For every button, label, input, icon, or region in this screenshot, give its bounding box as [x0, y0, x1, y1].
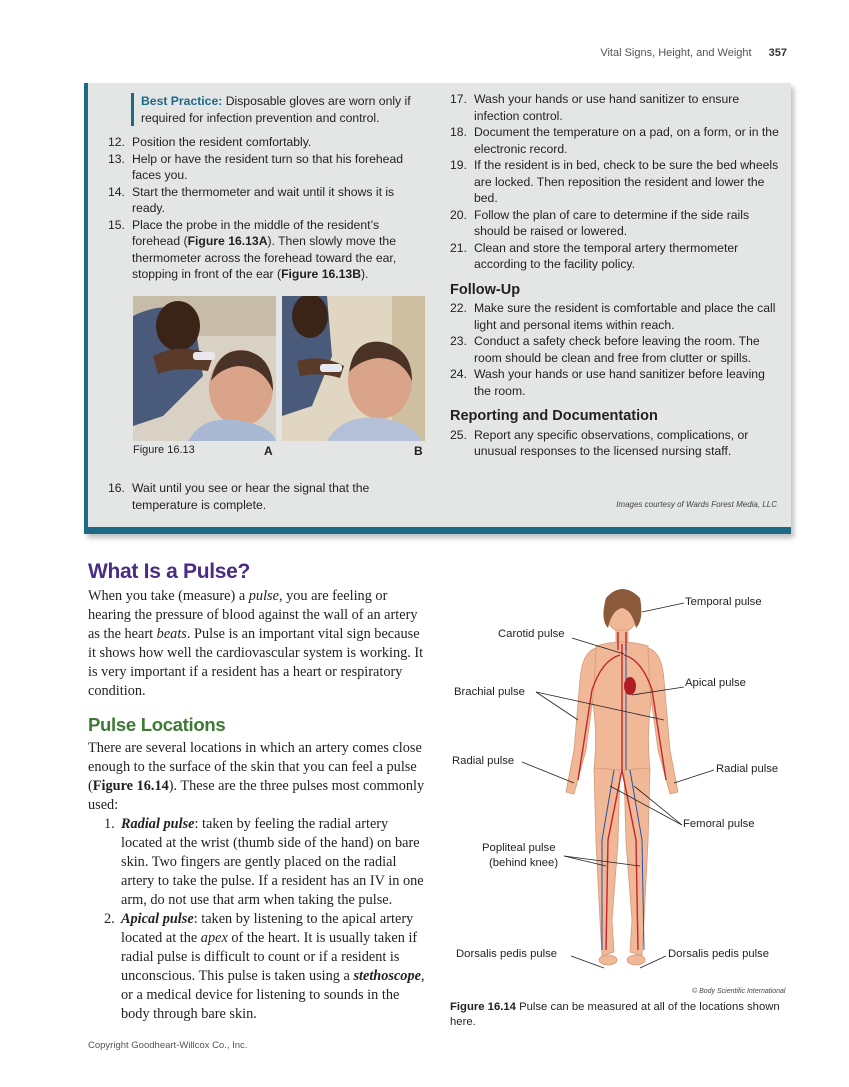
body-diagram [446, 580, 791, 990]
step-item [450, 427, 780, 460]
locations-paragraph [88, 739, 428, 815]
text-run: There are several locations in which an artery comes close enough to the surface of the skin that you can feel a pulse ( [88, 740, 422, 794]
step-number: 18. [450, 125, 467, 139]
list-item [104, 815, 428, 910]
step-item [108, 184, 428, 217]
step-text: Follow the plan of care to determine if the side rails should be raised or lowered. [474, 207, 750, 238]
step-text: Wash your hands or use hand sanitizer to ensure infection control. [474, 92, 740, 123]
step-number: 19. [450, 158, 467, 172]
step-text: ). [361, 267, 369, 281]
step-text: Place the probe in the middle of the resident’s forehead ( [132, 217, 380, 248]
step-text: Position the resident comfortably. [132, 135, 312, 149]
step-number: 22. [450, 301, 467, 315]
reporting-heading: Reporting and Documentation [450, 408, 658, 424]
step-item [108, 217, 428, 283]
step-item [450, 91, 780, 124]
figure-label: Figure 16.13 [133, 444, 195, 456]
step-item [450, 207, 780, 240]
step-number: 12. [108, 135, 125, 149]
steps-list-left [108, 134, 428, 283]
label-radial-pulse-right: Radial pulse [716, 763, 779, 775]
step-text: Conduct a safety check before leaving the room. The room should be clean and free from clutter or spills. [474, 334, 760, 365]
running-header [600, 47, 787, 59]
label-dorsalis-pedis-left: Dorsalis pedis pulse [456, 948, 558, 960]
step-item [108, 134, 428, 151]
step-number: 15. [108, 217, 125, 232]
images-credit: Images courtesy of Wards Forest Media, LLC [616, 500, 777, 509]
text-run: : taken by feeling the radial artery located at the wrist (thumb side of the hand) on bare skin. Two fingers are gently placed on the radial artery to take the pulse. If a resident has an IV in one arm, do not use that arm when taking the pulse. [121, 816, 424, 908]
step-item [450, 300, 780, 333]
figure-reference: Figure 16.14 [92, 778, 169, 794]
running-title: Vital Signs, Height, and Weight [600, 47, 752, 59]
step-number: 13. [108, 151, 125, 166]
procedure-right-column [450, 91, 780, 460]
step-number: 17. [450, 92, 467, 106]
step-text: Document the temperature on a pad, on a form, or in the electronic record. [474, 125, 779, 156]
step-number: 25. [450, 427, 467, 442]
list-item [104, 910, 428, 1024]
step-item [450, 366, 780, 399]
caption-label: Figure 16.14 [450, 1001, 516, 1013]
step-text: Start the thermometer and wait until it shows it is ready. [132, 184, 395, 215]
label-popliteal-pulse: Popliteal pulse [482, 842, 556, 854]
term-italic: beats [156, 626, 187, 642]
step-item [108, 151, 428, 184]
label-radial-pulse-left: Radial pulse [452, 755, 515, 767]
procedure-left-column [108, 93, 428, 283]
step-text: Report any specific observations, complications, or unusual responses to the licensed nursing staff. [474, 427, 749, 458]
text-run: of the heart. It is usually taken if radial pulse is difficult to count or if a resident is unconscious. This pulse is taken using a [121, 930, 418, 984]
photo-b [282, 296, 425, 441]
step-number: 20. [450, 207, 467, 222]
key-term: Radial pulse [121, 816, 195, 832]
text-run: When you take (measure) a [88, 588, 249, 604]
step-item [450, 333, 780, 366]
key-term: Apical pulse [121, 911, 194, 927]
step-text: Clean and store the temporal artery thermometer according to the facility policy. [474, 240, 739, 271]
text-run: . Pulse is an important vital sign because it shows how well the cardiovascular system is working. It is very important if a resident has a heart or respiratory condition. [88, 626, 424, 699]
label-behind-knee: (behind knee) [489, 857, 559, 869]
steps-list-left-bottom [108, 480, 428, 513]
photo-b-illustration [282, 296, 425, 441]
figure-reference: Figure 16.13B [281, 267, 361, 281]
figure-reference: Figure 16.13A [187, 234, 268, 248]
step-text: Help or have the resident turn so that his forehead faces you. [132, 151, 403, 182]
reporting-steps-list [450, 427, 780, 460]
photo-a-label: A [264, 444, 273, 458]
best-practice-label: Best Practice: [141, 94, 223, 108]
step-text: Wash your hands or use hand sanitizer before leaving the room. [474, 367, 765, 398]
step-number: 24. [450, 367, 467, 381]
text-run: : taken by listening to the apical artery located at the [121, 911, 414, 946]
step-text: If the resident is in bed, check to be sure the bed wheels are locked. Then reposition the resident and lower the bed. [474, 158, 779, 205]
step-number: 21. [450, 240, 467, 255]
key-term: stethoscope [353, 968, 421, 984]
heart [624, 677, 636, 695]
step-number: 16. [108, 481, 125, 495]
list-number: 2. [104, 911, 115, 927]
label-brachial-pulse: Brachial pulse [454, 686, 525, 698]
step-item [450, 240, 780, 273]
step-item [450, 124, 780, 157]
figure-16-14 [446, 580, 791, 1000]
procedure-box [84, 83, 791, 534]
steps-list-right [450, 91, 780, 273]
photo-b-label: B [414, 444, 423, 458]
step-text: Wait until you see or hear the signal that the temperature is complete. [132, 481, 370, 512]
intro-paragraph [88, 587, 428, 701]
caption-text: Pulse can be measured at all of the locations shown here. [450, 1001, 780, 1028]
label-temporal-pulse: Temporal pulse [685, 596, 762, 608]
term-italic: apex [200, 930, 228, 946]
label-femoral-pulse: Femoral pulse [683, 818, 755, 830]
text-run: , you are feeling or hearing the pressure of blood against the wall of an artery as the heart [88, 588, 418, 642]
subsection-heading: Pulse Locations [88, 714, 226, 735]
list-number: 1. [104, 816, 115, 832]
pulse-section [88, 560, 428, 1024]
photo-a [133, 296, 276, 441]
text-run: , or a medical device for listening to sounds in the body through bare skin. [121, 968, 425, 1022]
label-dorsalis-pedis-right: Dorsalis pedis pulse [668, 948, 770, 960]
label-carotid-pulse: Carotid pulse [498, 628, 565, 640]
figure-credit: © Body Scientific International [692, 988, 786, 995]
step-number: 14. [108, 184, 125, 199]
section-heading: What Is a Pulse? [88, 560, 251, 583]
figure-16-13-photos [133, 296, 425, 441]
best-practice-note [131, 93, 428, 126]
followup-steps-list [450, 300, 780, 399]
step-item [450, 157, 780, 207]
photo-a-illustration [133, 296, 276, 441]
figure-16-13-caption [133, 444, 425, 456]
term-italic: pulse [248, 588, 279, 604]
step-number: 23. [450, 334, 467, 348]
page-number: 357 [768, 47, 787, 59]
step-text: Make sure the resident is comfortable and place the call light and personal items within reach. [474, 301, 776, 332]
best-practice-text: Disposable gloves are worn only if required for infection prevention and control. [141, 94, 411, 125]
figure-16-14-caption [450, 1000, 790, 1030]
step-text: ). Then slowly move the thermometer across the forehead toward the ear, stopping in front of the ear ( [132, 234, 397, 281]
label-apical-pulse: Apical pulse [685, 677, 746, 689]
step-16 [108, 480, 428, 513]
step-item [108, 480, 428, 513]
copyright-footer: Copyright Goodheart-Willcox Co., Inc. [88, 1040, 248, 1051]
followup-heading: Follow-Up [450, 281, 521, 298]
pulse-types-list [88, 815, 428, 1024]
text-run: ). These are the three pulses most commonly used: [88, 778, 425, 813]
